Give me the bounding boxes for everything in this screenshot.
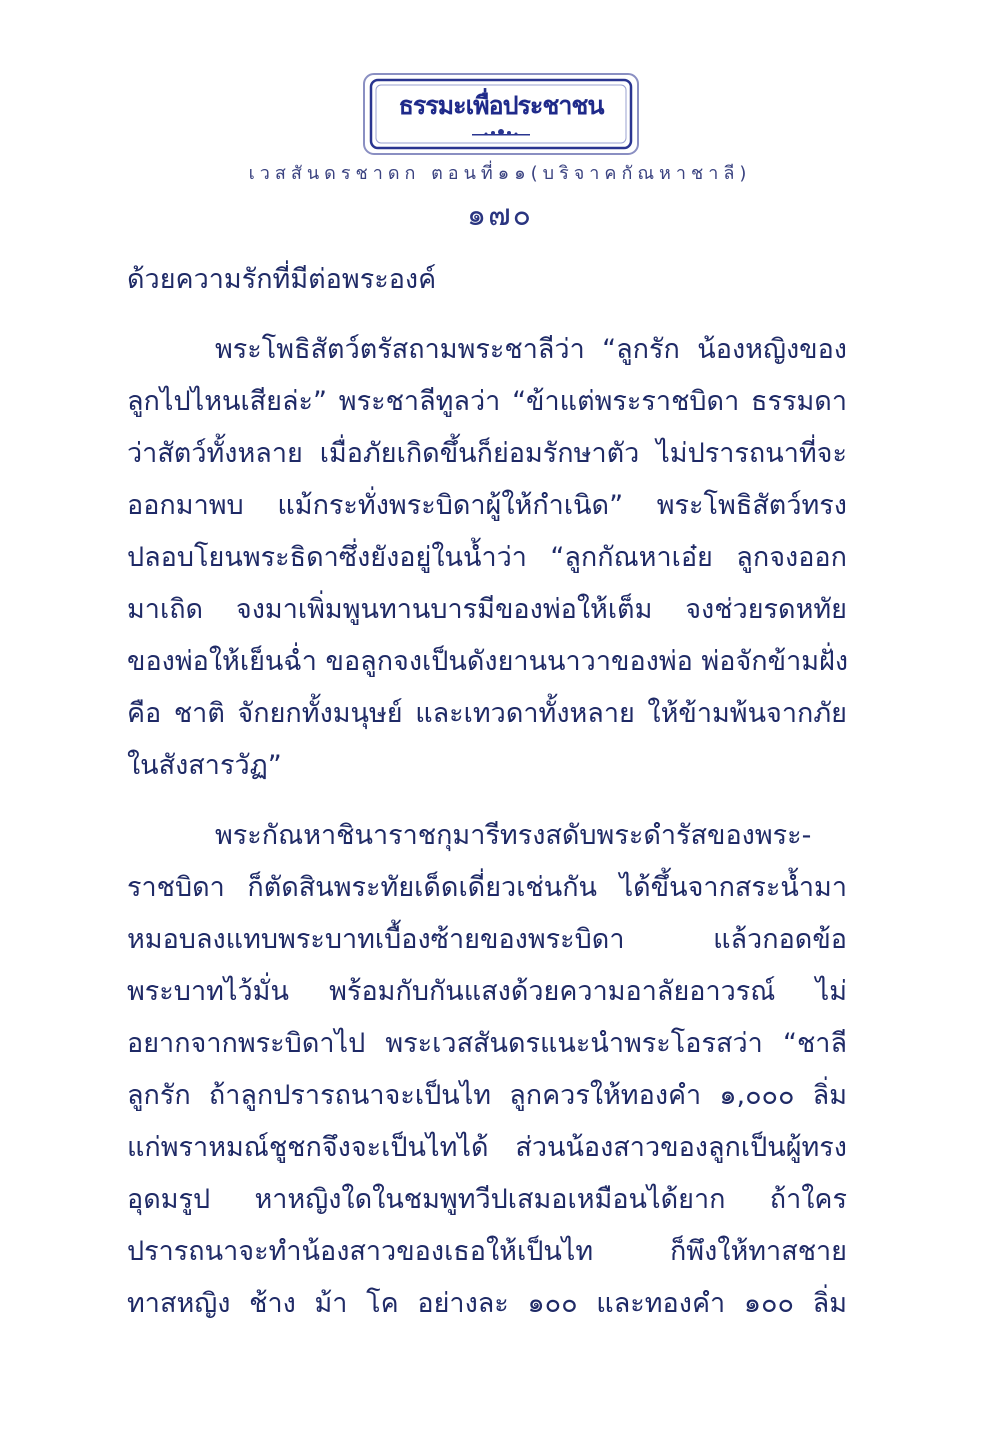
paragraph-first-line: พระโพธิสัตว์ตรัสถามพระชาลีว่า “ลูกรัก น้องหญิงของ <box>215 334 847 365</box>
logo-text: ธรรมะเพื่อประชาชน <box>398 91 604 120</box>
logo <box>362 72 640 156</box>
body-line: ลูกรัก ถ้าลูกปรารถนาจะเป็นไท ลูกควรให้ทองคำ ๑,๐๐๐ ลิ่ม <box>127 1080 847 1111</box>
body-line: ของพ่อให้เย็นฉ่ำ ขอลูกจงเป็นดังยานนาวาของพ่อ พ่อจักข้ามฝั่ง <box>127 646 849 677</box>
body-line: ด้วยความรักที่มีต่อพระองค์ <box>127 264 437 295</box>
page-number: ๑๗๐ <box>467 198 533 233</box>
body-line: ในสังสารวัฏ” <box>127 750 282 781</box>
body-line: ออกมาพบ แม้กระทั่งพระบิดาผู้ให้กำเนิด” พระโพธิสัตว์ทรง <box>127 490 847 521</box>
body-line: ลูกไปไหนเสียล่ะ” พระชาลีทูลว่า “ข้าแต่พระราชบิดา ธรรมดา <box>127 386 847 417</box>
body-line: หมอบลงแทบพระบาทเบื้องซ้ายของพระบิดา แล้วกอดข้อ <box>127 924 847 955</box>
paragraph-first-line: พระกัณหาชินาราชกุมารีทรงสดับพระดำรัสของพระ- <box>215 820 812 851</box>
body-line: ปลอบโยนพระธิดาซึ่งยังอยู่ในน้ำว่า “ลูกกัณหาเอ๋ย ลูกจงออก <box>127 542 847 573</box>
body-line: ทาสหญิง ช้าง ม้า โค อย่างละ ๑๐๐ และทองคำ ๑๐๐ ลิ่ม <box>127 1288 847 1319</box>
running-head: เวสสันดรชาดก ตอนที่๑๑(บริจาคกัณหาชาลี) <box>248 163 752 184</box>
body-line: ราชบิดา ก็ตัดสินพระทัยเด็ดเดี่ยวเช่นกัน ได้ขึ้นจากสระน้ำมา <box>127 872 847 903</box>
body-line: มาเถิด จงมาเพิ่มพูนทานบารมีของพ่อให้เต็ม จงช่วยรดหทัย <box>127 594 847 625</box>
body-line: ว่าสัตว์ทั้งหลาย เมื่อภัยเกิดขึ้นก็ย่อมรักษาตัว ไม่ปรารถนาที่จะ <box>127 438 847 469</box>
body-line: แก่พราหมณ์ชูชกจึงจะเป็นไทได้ ส่วนน้องสาวของลูกเป็นผู้ทรง <box>127 1132 847 1163</box>
body-line: ปรารถนาจะทำน้องสาวของเธอให้เป็นไท ก็พึงให้ทาสชาย <box>127 1236 847 1267</box>
body-line: พระบาทไว้มั่น พร้อมกับกันแสงด้วยความอาลัยอาวรณ์ ไม่ <box>127 976 847 1007</box>
body-line: อยากจากพระบิดาไป พระเวสสันดรแนะนำพระโอรสว่า “ชาลี <box>127 1028 847 1059</box>
body-line: คือ ชาติ จักยกทั้งมนุษย์ และเทวดาทั้งหลาย ให้ข้ามพ้นจากภัย <box>127 698 847 729</box>
body-line: อุดมรูป หาหญิงใดในชมพูทวีปเสมอเหมือนได้ยาก ถ้าใคร <box>127 1184 847 1215</box>
